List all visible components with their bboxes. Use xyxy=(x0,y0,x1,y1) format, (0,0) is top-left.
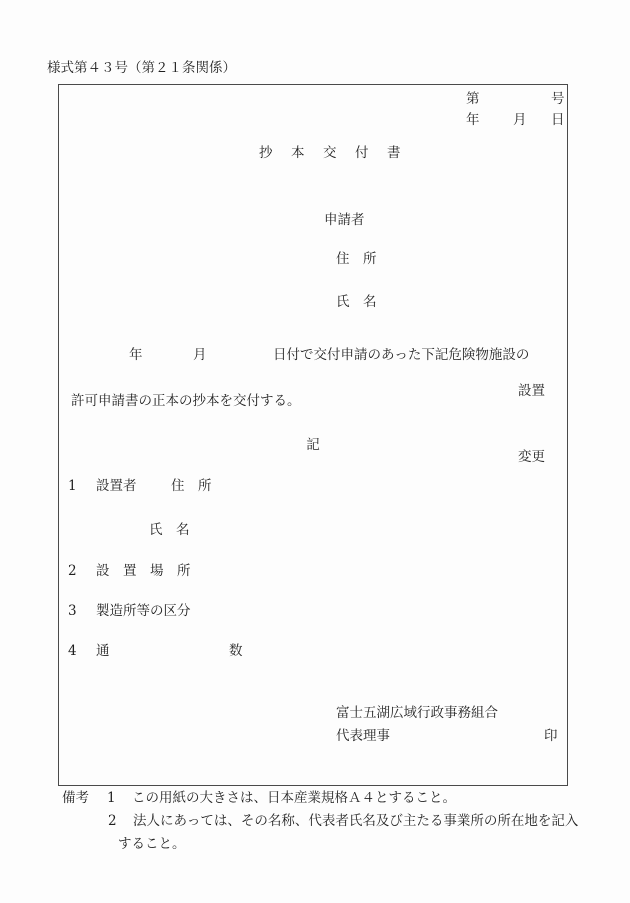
applicant-name-label: 氏 名 xyxy=(336,294,377,310)
form-border-box xyxy=(58,84,568,786)
issuer-representative-title: 代表理事 xyxy=(336,728,390,744)
list-item4-number: 4 xyxy=(68,643,77,659)
list-item2-number: 2 xyxy=(68,563,77,579)
list-item1-name-label: 氏 名 xyxy=(149,522,190,538)
issuer-organization: 富士五湖広域行政事務組合 xyxy=(336,705,498,721)
stacked-setup-label: 設置 xyxy=(518,383,545,399)
applicant-address-label: 住 所 xyxy=(336,251,377,267)
note2-text: 法人にあっては、その名称、代表者氏名及び主たる事業所の所在地を記入 xyxy=(133,813,579,829)
list-item1-address-label: 住 所 xyxy=(171,478,212,494)
list-item3-label: 製造所等の区分 xyxy=(96,603,191,619)
applicant-label: 申請者 xyxy=(324,212,365,228)
doc-number-suffix: 号 xyxy=(551,91,565,107)
date-day-label: 日 xyxy=(551,112,565,128)
list-item3-number: 3 xyxy=(68,603,77,619)
record-marker: 記 xyxy=(306,437,320,453)
list-item4-label-left: 通 xyxy=(96,643,110,659)
list-item1-number: 1 xyxy=(68,478,77,494)
note1-number: 1 xyxy=(107,790,116,806)
document-title: 抄 本 交 付 書 xyxy=(259,145,403,161)
list-item2-label: 設 置 場 所 xyxy=(96,563,191,579)
note2-number: 2 xyxy=(108,813,117,829)
note1-text: この用紙の大きさは、日本産業規格Ａ４とすること。 xyxy=(132,790,456,806)
list-item1-label: 設置者 xyxy=(96,478,137,494)
stacked-change-label: 変更 xyxy=(518,449,545,465)
body-line1: 日付で交付申請のあった下記危険物施設の xyxy=(273,347,530,363)
body-line2: 許可申請書の正本の抄本を交付する。 xyxy=(71,393,301,409)
form-number-label: 様式第４３号（第２１条関係） xyxy=(47,60,236,76)
seal-placeholder: 印 xyxy=(544,728,558,744)
body-month-label: 月 xyxy=(193,347,207,363)
date-year-label: 年 xyxy=(466,112,480,128)
list-item4-label-right: 数 xyxy=(229,643,243,659)
stacked-setup-change xyxy=(518,336,545,512)
doc-number-prefix: 第 xyxy=(466,91,480,107)
body-year-label: 年 xyxy=(129,347,143,363)
date-month-label: 月 xyxy=(513,112,527,128)
note2-continuation: すること。 xyxy=(118,836,186,852)
notes-label: 備考 xyxy=(62,790,89,806)
